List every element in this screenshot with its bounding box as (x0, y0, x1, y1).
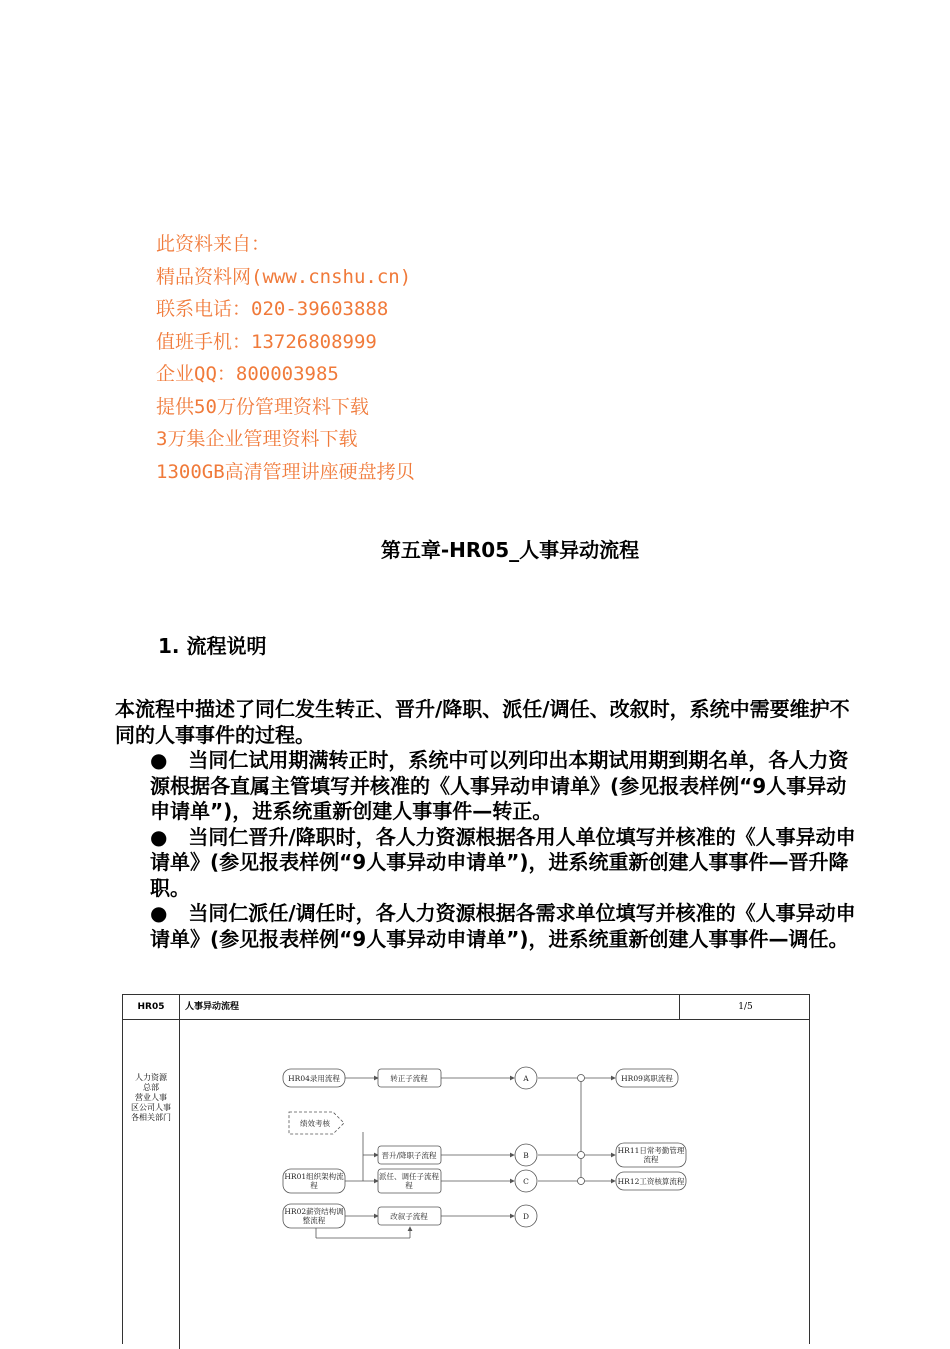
connector-d: D (522, 1212, 530, 1221)
node-pairen: 程 (405, 1181, 413, 1190)
ad-line: 提供50万份管理资料下载 (156, 395, 369, 418)
lane-label-line: 总部 (143, 1083, 159, 1092)
bullet-item (115, 901, 865, 952)
chapter-title: 第五章-HR05_人事异动流程 (380, 538, 640, 562)
lane-label-line: 营业人事 (135, 1093, 167, 1102)
ad-line: 此资料来自： (156, 233, 271, 255)
lane-label-line: 人力资源 (135, 1073, 167, 1082)
ad-line: 联系电话：020-39603888 (156, 298, 389, 320)
connector-b: B (523, 1151, 529, 1160)
node-hr02: 整流程 (302, 1216, 326, 1225)
bullet-text: 当同仁晋升/降职时，各人力资源根据各用人单位填写并核准的《人事异动申请单》(参见报表样例“9人事异动申请单”)，进系统重新创建人事事件—晋升降职。 (150, 824, 856, 900)
flowchart-diagram (123, 995, 811, 1345)
section-heading: 1. 流程说明 (158, 634, 267, 658)
ad-line: 精品资料网(www.cnshu.cn) (156, 265, 412, 288)
flowchart (122, 994, 810, 1344)
node-hr02: HR02薪资结构调 (284, 1207, 344, 1216)
bullet-icon: ● (150, 748, 168, 772)
bullet-text: 当同仁试用期满转正时，系统中可以列印出本期试用期到期名单，各人力资源根据各直属主管填写并核准的《人事异动申请单》(参见报表样例“9人事异动申请单”)，进系统重新创建人事事件—转正。 (150, 748, 849, 823)
bullet-text: 当同仁派任/调任时，各人力资源根据各需求单位填写并核准的《人事异动申请单》(参见报表样例“9人事异动申请单”)，进系统重新创建人事事件—调任。 (150, 901, 856, 951)
node-hr12: HR12工资核算流程 (617, 1177, 685, 1186)
connector-a: A (523, 1074, 529, 1083)
flowchart-name: 人事异动流程 (185, 1002, 240, 1012)
flowchart-code: HR05 (123, 995, 180, 1019)
node-jinsheng: 晋升/降职子流程 (381, 1151, 437, 1160)
node-zhuanzheng: 转正子流程 (390, 1074, 428, 1083)
node-gaixu: 改叙子流程 (390, 1212, 428, 1221)
node-hr09: HR09离职流程 (621, 1074, 673, 1083)
lane-label-line: 区公司人事 (131, 1103, 171, 1112)
node-hr04: HR04录用流程 (288, 1074, 340, 1083)
node-hr11: HR11日常考勤管理 (617, 1146, 685, 1155)
ad-line: 企业QQ：800003985 (156, 363, 339, 385)
flowchart-page: 1/5 (679, 995, 811, 1019)
node-pairen: 派任、调任子流程 (379, 1172, 439, 1181)
node-jixiao: 绩效考核 (300, 1119, 330, 1128)
connector-c: C (523, 1177, 529, 1186)
bullet-item (115, 748, 865, 825)
bullet-item (115, 825, 865, 902)
ad-line: 1300GB高清管理讲座硬盘拷贝 (156, 460, 415, 483)
node-hr01: 程 (310, 1181, 318, 1190)
source-advert (156, 228, 415, 488)
node-hr01: HR01组织架构流 (284, 1172, 344, 1181)
process-description (115, 697, 865, 952)
lane-label-line: 各相关部门 (131, 1113, 171, 1122)
bullet-icon: ● (150, 824, 168, 849)
node-hr11: 流程 (643, 1155, 659, 1164)
intro-paragraph: 本流程中描述了同仁发生转正、晋升/降职、派任/调任、改叙时，系统中需要维护不同的人事事件的过程。 (115, 697, 850, 747)
bullet-icon: ● (150, 901, 168, 925)
ad-line: 3万集企业管理资料下载 (156, 428, 358, 450)
ad-line: 值班手机：13726808999 (156, 330, 377, 353)
